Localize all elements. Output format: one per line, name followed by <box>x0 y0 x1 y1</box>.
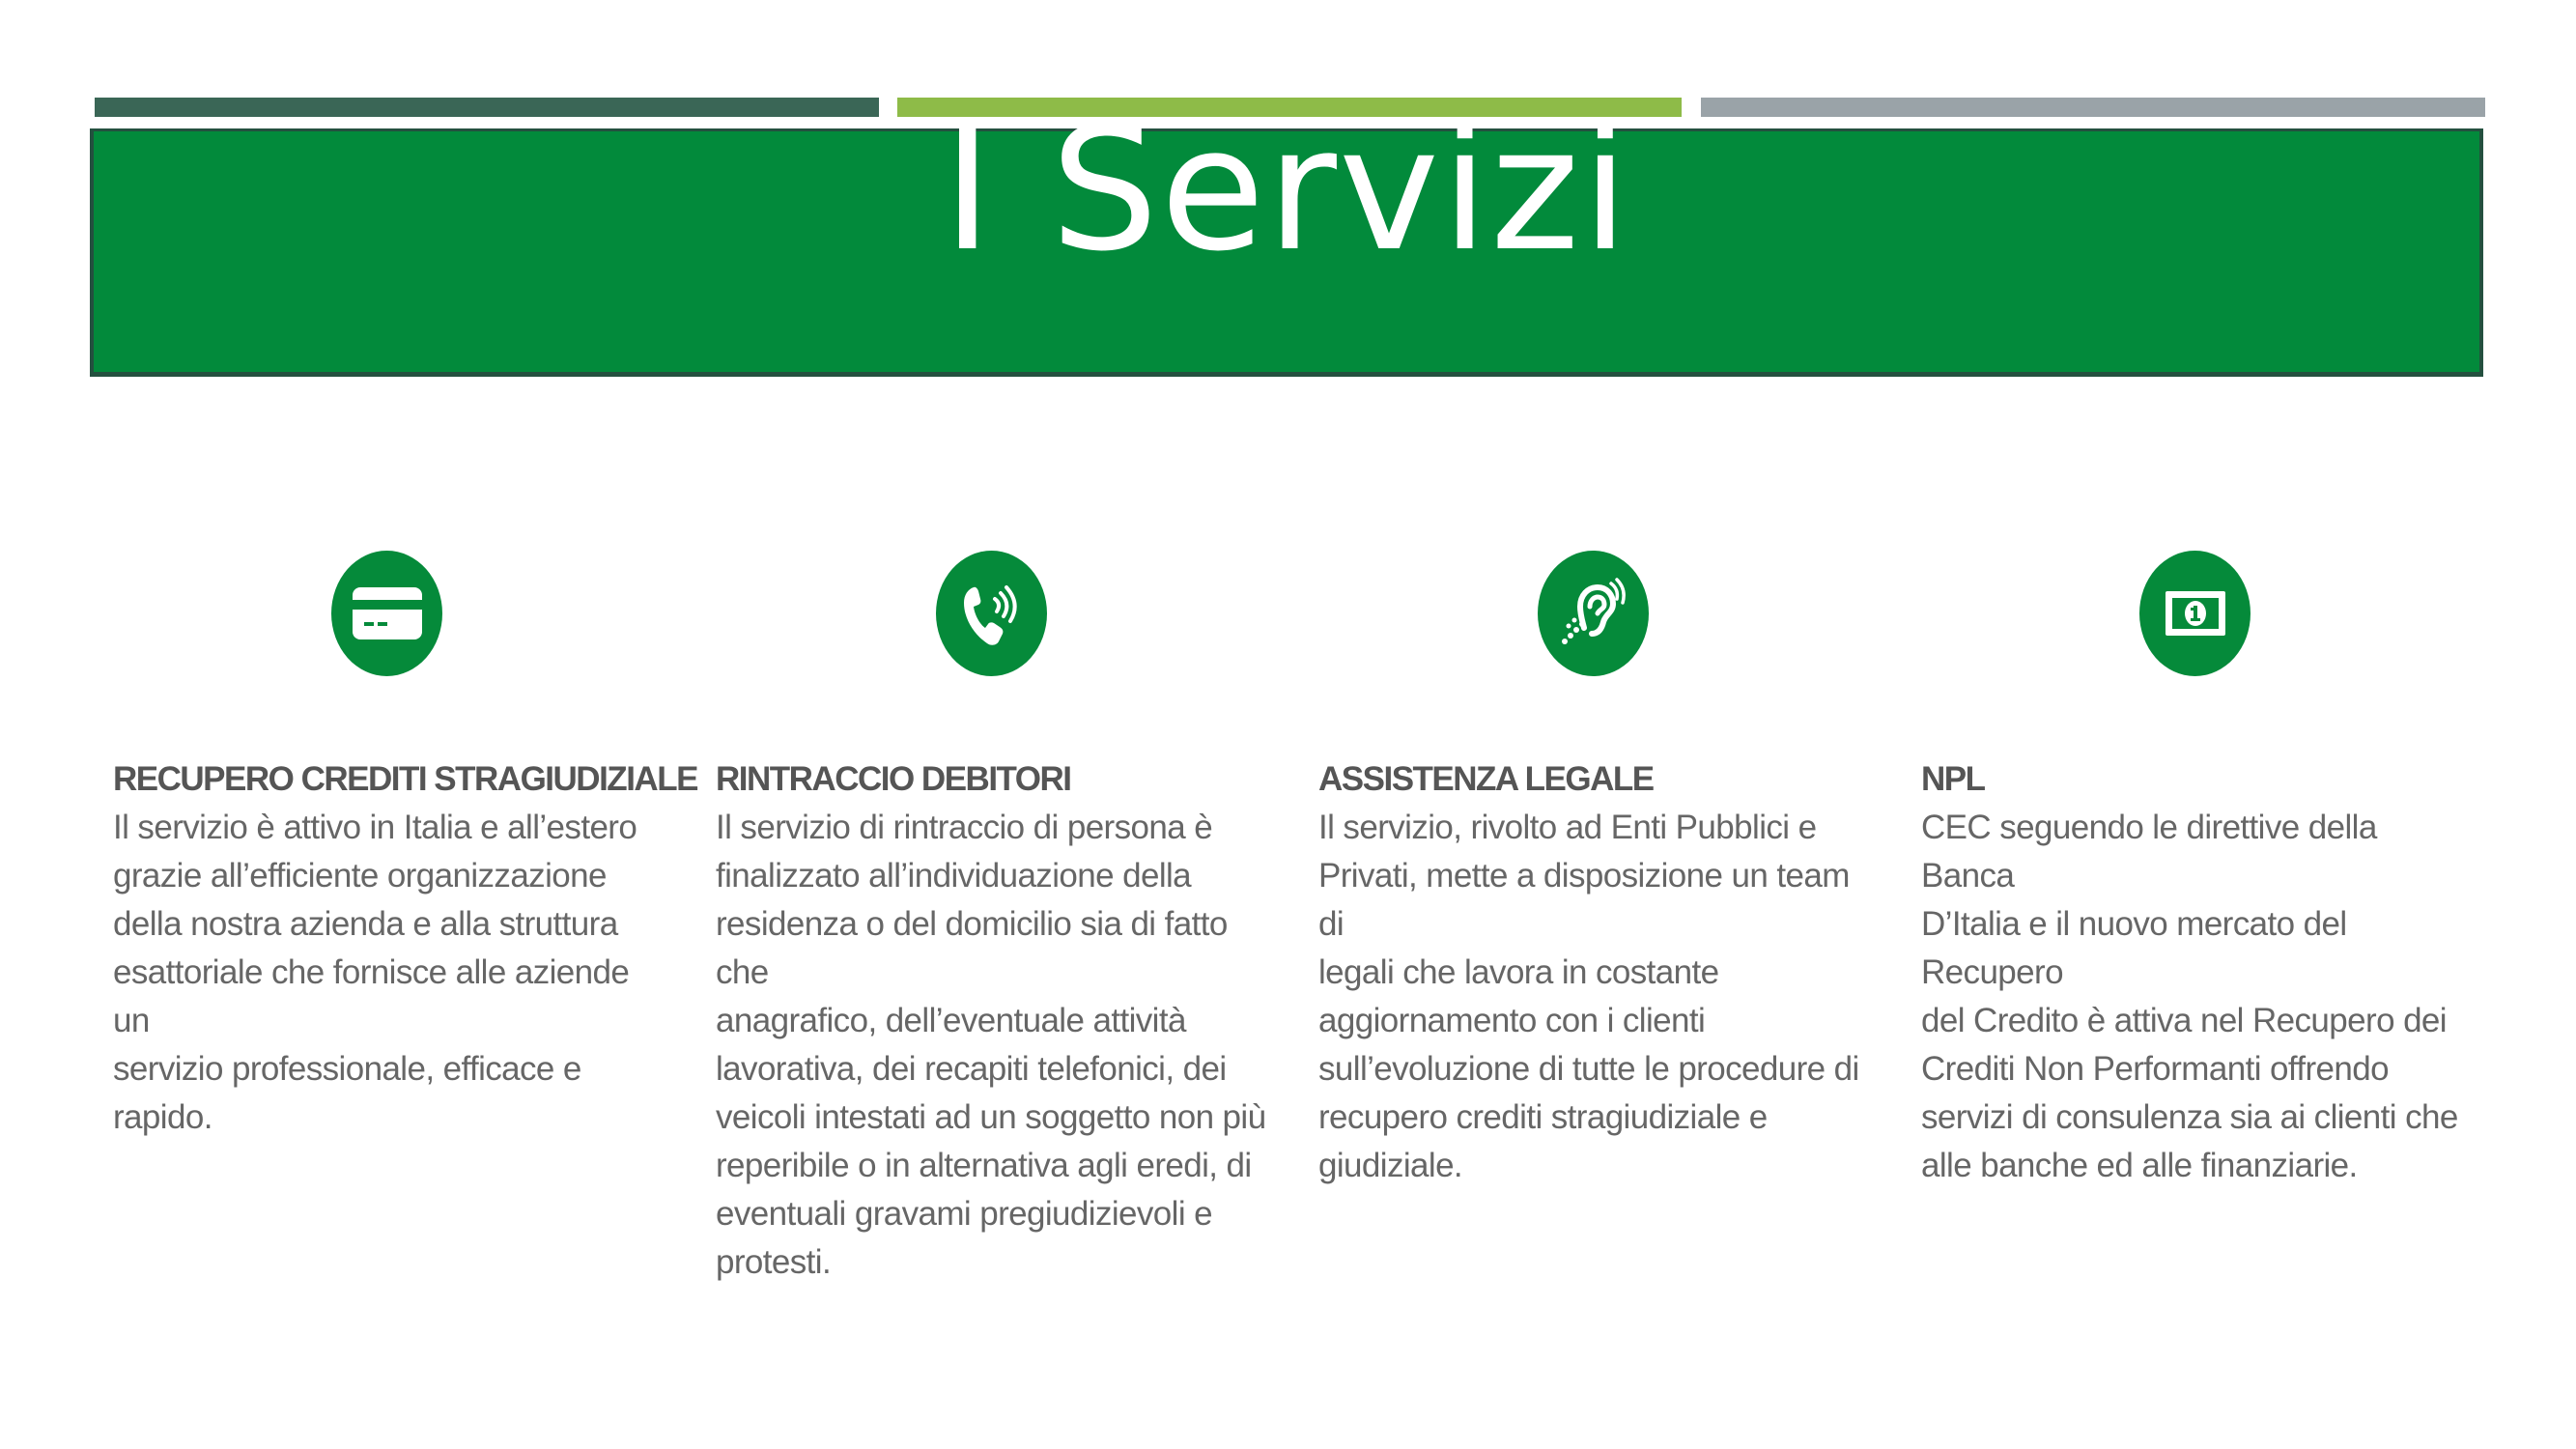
title-banner <box>90 90 2483 377</box>
service-description: Il servizio di rintraccio di persona è finalizzato all’individuazione della residenza o del domicilio sia di fatto che anagrafico, dell’eventuale attività lavorativa, dei recapiti telefonici, dei veicoli intestati ad un soggetto non più reperibile o in alternativa agli eredi, di eventuali gravami pregiudizievoli e protesti. <box>716 809 1266 1281</box>
phone-ringing-icon <box>936 551 1047 676</box>
service-description: CEC seguendo le direttive della Banca D’Italia e il nuovo mercato del Recupero del Credito è attiva nel Recupero dei Crediti Non Performanti offrendo servizi di consulenza sia ai clienti che alle banche ed alle finanziarie. <box>1921 809 2458 1184</box>
service-heading: RECUPERO CREDITI STRAGIUDIZIALE <box>113 760 697 798</box>
accent-bar-gray <box>1701 98 2485 117</box>
hearing-assistance-icon <box>1538 551 1649 676</box>
service-description: Il servizio è attivo in Italia e all’estero grazie all’efficiente organizzazione della nostra azienda e alla struttura esattoriale che fornisce alle aziende un servizio professionale, efficace e rapido. <box>113 809 637 1136</box>
accent-bar-dark <box>95 98 879 117</box>
service-heading: NPL <box>1921 760 1985 798</box>
service-heading: ASSISTENZA LEGALE <box>1318 760 1654 798</box>
service-description: Il servizio, rivolto ad Enti Pubblici e Privati, mette a disposizione un team di legali che lavora in costante aggiornamento con i clienti sull’evoluzione di tutte le procedure di recupero crediti stragiudiziale e giudiziale. <box>1318 809 1859 1184</box>
service-heading: RINTRACCIO DEBITORI <box>716 760 1071 798</box>
credit-card-icon <box>331 551 442 676</box>
banknote-icon <box>2139 551 2250 676</box>
page-title: I Servizi <box>942 90 1631 289</box>
